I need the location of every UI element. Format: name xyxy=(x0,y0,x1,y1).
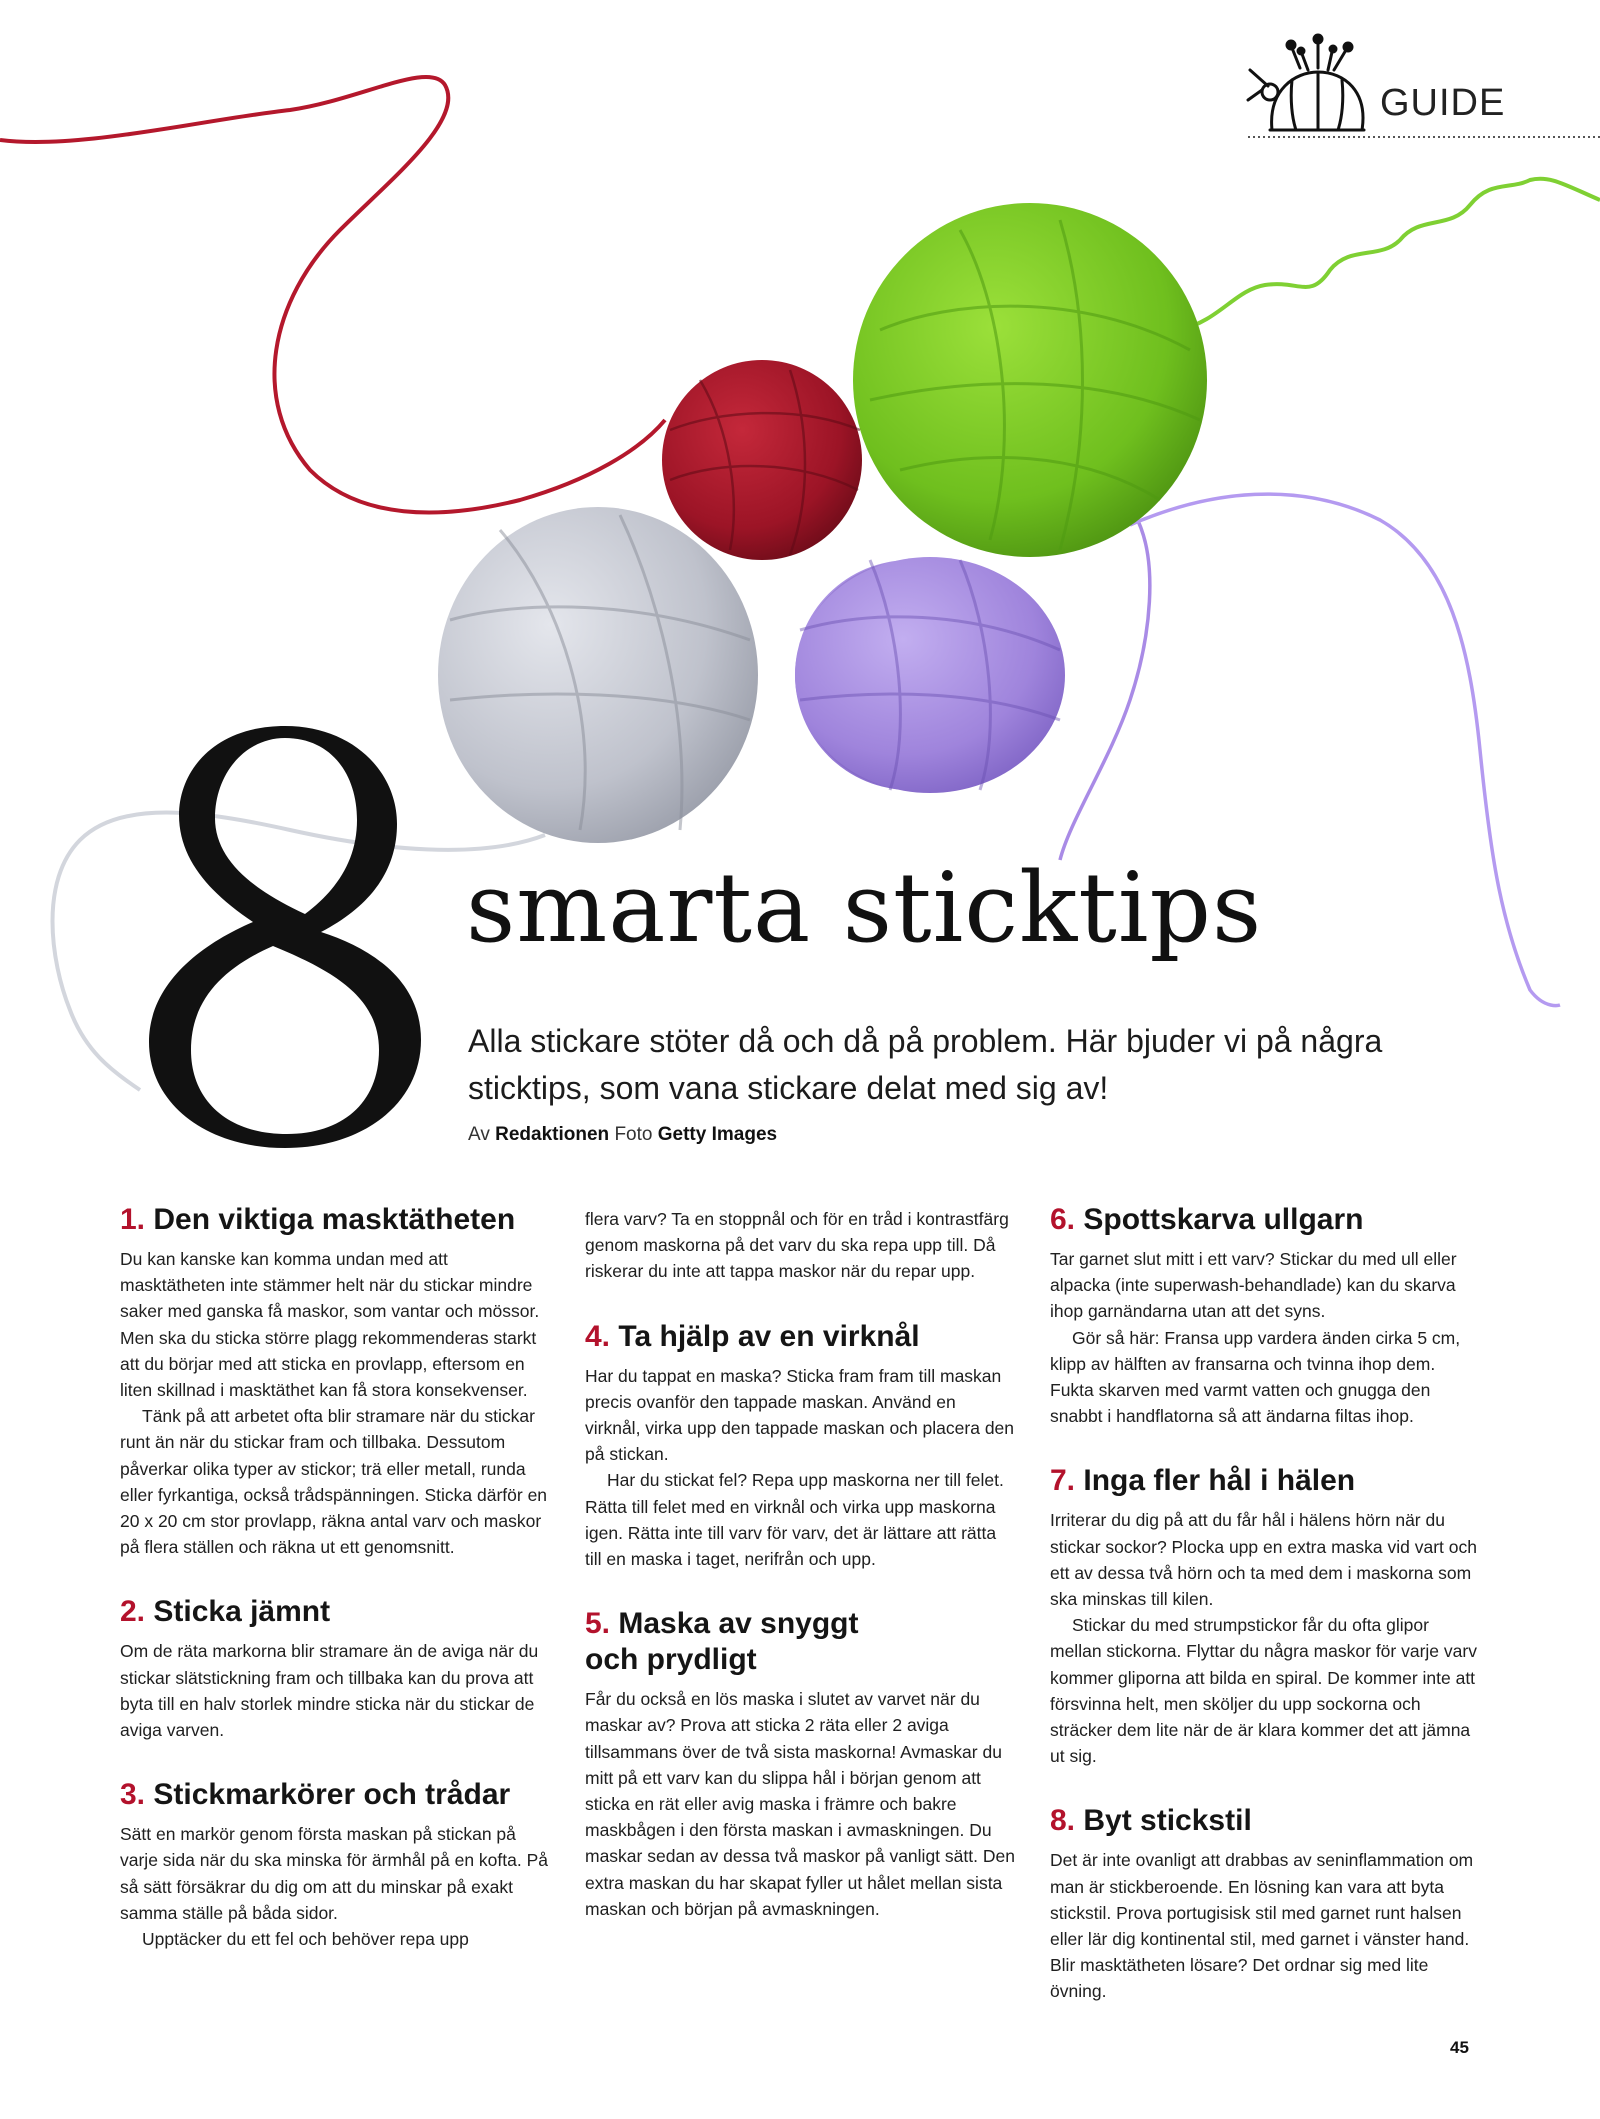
tip-6 xyxy=(1050,1202,1480,1429)
tip-2 xyxy=(120,1594,550,1743)
tip-number: 2. xyxy=(120,1595,146,1629)
tip-8 xyxy=(1050,1803,1480,2004)
tip-number: 7. xyxy=(1050,1464,1076,1498)
tip-paragraph: Tar garnet slut mitt i ett varv? Stickar du med ull eller alpacka (inte superwash-behandlade) kan du skarva ihop garnändarna utan att det syns. xyxy=(1050,1249,1457,1322)
tip-paragraph: Sätt en markör genom första maskan på stickan på varje sida när du ska minska för ärmhål på en kofta. På så sätt försäkrar du dig om att du minskar på exakt samma ställe på båda sidor. xyxy=(120,1824,548,1923)
page-number: 45 xyxy=(1450,2038,1469,2057)
tip-number: 6. xyxy=(1050,1203,1076,1236)
tip-number: 5. xyxy=(585,1607,611,1641)
tip-title-line-2: och prydligt xyxy=(585,1643,757,1677)
tip-paragraph: Det är inte ovanligt att drabbas av seninflammation om man är stickberoende. En lösning kan vara att byta stickstil. Prova portugisisk stil med garnet runt halsen eller lär dig kontinental stil, med garnet i vänster hand. Blir masktätheten lösare? Det ordnar sig med lite övning. xyxy=(1050,1850,1474,2002)
grey-yarn-ball xyxy=(438,507,758,843)
byline-foto: Foto xyxy=(614,1124,653,1145)
byline-photographer: Getty Images xyxy=(657,1124,778,1145)
red-yarn-strand xyxy=(0,77,665,513)
green-yarn-strand xyxy=(1180,179,1600,330)
tip-number: 3. xyxy=(120,1778,146,1812)
article-lead: Alla stickare stöter då och då på problem. Här bjuder vi på några sticktips, som vana stickare delat med sig av! xyxy=(468,1023,1383,1106)
tip-4 xyxy=(585,1319,1015,1573)
tip-paragraph: Upptäcker du ett fel och behöver repa upp xyxy=(142,1929,469,1950)
tip-title: Inga fler hål i hälen xyxy=(1083,1464,1356,1498)
tip-heading xyxy=(120,1202,550,1238)
red-yarn-ball xyxy=(662,360,862,560)
tip-7 xyxy=(1050,1463,1480,1769)
tip-number: 8. xyxy=(1050,1804,1076,1838)
green-yarn-ball xyxy=(853,203,1207,557)
column-3 xyxy=(1050,1202,1480,2039)
tip-title: Den viktiga masktätheten xyxy=(153,1203,516,1236)
byline xyxy=(468,1124,777,1146)
title-number-8 xyxy=(135,720,435,1150)
tip-heading xyxy=(1050,1803,1480,1839)
tip-title: Maska av snyggt xyxy=(618,1607,859,1641)
tip-heading xyxy=(585,1606,1015,1678)
tip-paragraph: Har du stickat fel? Repa upp maskorna ner till felet. Rätta till felet med en virknål och virka upp maskorna igen. Rätta inte till varv för varv, det är lättare att rätta till en maska i taget, nerifrån och upp. xyxy=(585,1470,1004,1570)
tip-title: Sticka jämnt xyxy=(153,1595,331,1629)
article-title: smarta sticktips xyxy=(466,852,1263,964)
tip-title: Byt stickstil xyxy=(1083,1804,1252,1838)
section-label: GUIDE xyxy=(1380,82,1506,124)
column-2 xyxy=(585,1206,1015,1956)
column-1 xyxy=(120,1202,550,1986)
tip-title: Ta hjälp av en virknål xyxy=(618,1319,920,1353)
tip-paragraph: flera varv? Ta en stoppnål och för en tråd i kontrastfärg genom maskorna på det varv du ska repa upp till. Då riskerar du inte att tappa maskor när du repar upp. xyxy=(585,1209,1009,1282)
tip-number: 4. xyxy=(585,1319,611,1353)
tip-1 xyxy=(120,1202,550,1560)
tip-paragraph: Du kan kanske kan komma undan med att masktätheten inte stämmer helt när du stickar mindre saker med ganska få maskor, som vantar och mössor. Men ska du sticka större plagg rekommenderas starkt att du börjar med att sticka en provlapp, eftersom en liten skillnad i masktäthet kan få stora konsekvenser. xyxy=(120,1249,540,1401)
tip-paragraph: Gör så här: Fransa upp vardera änden cirka 5 cm, klipp av hälften av fransarna och tvinna ihop dem. Fukta skarven med varmt vatten och gnugga den snabbt i handflatorna så att ändarna filtas ihop. xyxy=(1050,1327,1461,1427)
tip-heading xyxy=(1050,1463,1480,1499)
tip-paragraph: Irriterar du dig på att du får hål i hälens hörn när du stickar sockor? Plocka upp en extra maska vid vart och ett av dessa två hörn och ta med dem i maskorna som ska minskas till kilen. xyxy=(1050,1510,1477,1610)
tip-5 xyxy=(585,1606,1015,1922)
purple-yarn-ball-body xyxy=(795,557,1065,793)
tip-paragraph: Om de räta markorna blir stramare än de aviga när du stickar slätstickning fram och tillbaka kan du prova att byta till en halv storlek mindre sticka när du stickar de aviga varven. xyxy=(120,1641,539,1741)
tip-paragraph: Har du tappat en maska? Sticka fram fram till maskan precis ovanför den tappade maskan. Använd en virknål, virka upp den tappade maskan och placera den på stickan. xyxy=(585,1365,1015,1465)
tip-3 xyxy=(120,1777,550,1952)
tip-3-continued xyxy=(585,1206,1015,1285)
tip-heading xyxy=(120,1594,550,1630)
tip-title: Spottskarva ullgarn xyxy=(1083,1203,1364,1236)
tip-title: Stickmarkörer och trådar xyxy=(153,1778,511,1812)
pincushion-icon xyxy=(1248,35,1364,130)
purple-yarn-strand xyxy=(1060,515,1150,860)
tip-paragraph: Får du också en lös maska i slutet av varvet när du maskar av? Prova att sticka 2 räta eller 2 aviga tillsammans över de två sista maskorna! Avmaskar du mitt på ett varv kan du slippa hål i början genom att sticka en rät eller avig maska i främre och bakre maskbågen i den första maskan i avmaskningen. Du maskar sedan av dessa två maskor på vanligt sätt. Den extra maskan du har skapat fyller ut hålet mellan sista maskan och början på avmaskningen. xyxy=(585,1689,1015,1919)
tip-heading xyxy=(1050,1202,1480,1238)
byline-author: Redaktionen xyxy=(495,1124,610,1145)
tip-paragraph: Stickar du med strumpstickor får du ofta glipor mellan stickorna. Flyttar du några maskor för varje varv kommer gliporna att bilda en spiral. De kommer inte att försvinna helt, men sköljer du upp sockorna och sträcker dem lite när de är klara kommer det att jämna ut sig. xyxy=(1050,1615,1477,1767)
tip-heading xyxy=(585,1319,1015,1355)
tip-paragraph: Tänk på att arbetet ofta blir stramare när du stickar runt än när du stickar fram och tillbaka. Dessutom påverkar olika typer av stickor; trä eller metall, runda eller fyrkantiga, också trådspänningen. Sticka därför en 20 x 20 cm stor provlapp, räkna antal varv och maskor på flera ställen och räkna ut ett genomsnitt. xyxy=(120,1406,548,1558)
tip-heading xyxy=(120,1777,550,1813)
tip-number: 1. xyxy=(120,1203,146,1236)
byline-av: Av xyxy=(468,1124,490,1145)
